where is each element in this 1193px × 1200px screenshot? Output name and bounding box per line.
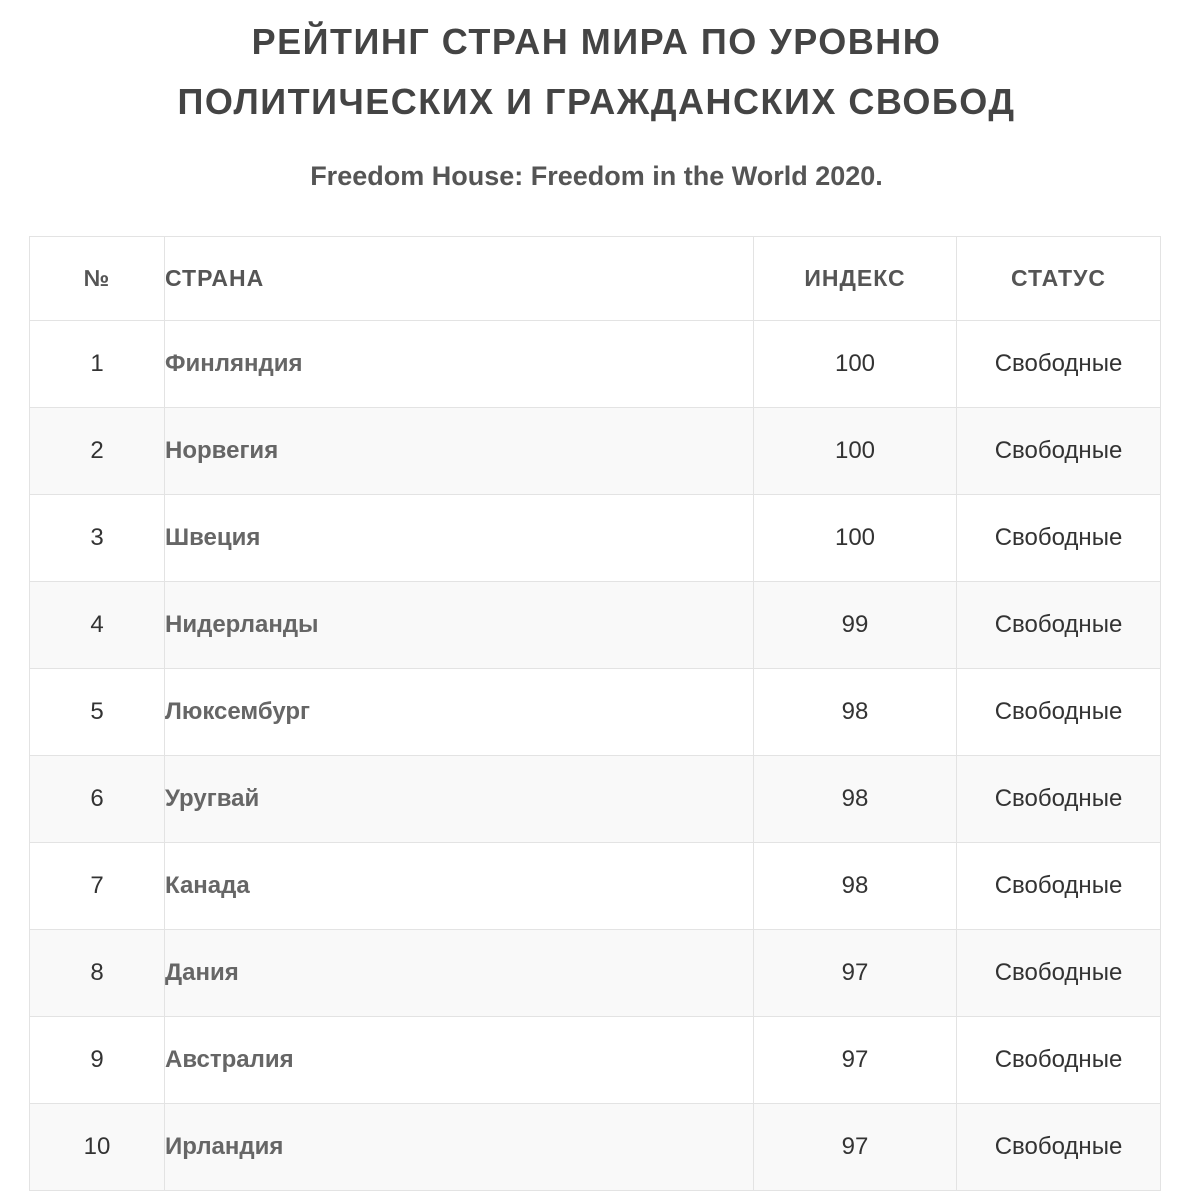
table-header: [30, 237, 1161, 321]
table-header-row: [30, 237, 1161, 321]
cell-country: Люксембург: [165, 669, 754, 756]
column-header-index: ИНДЕКС: [754, 237, 957, 321]
table-row: [30, 1104, 1161, 1191]
table-row: [30, 930, 1161, 1017]
cell-status: Свободные: [957, 321, 1161, 408]
table-row: [30, 756, 1161, 843]
cell-country: Канада: [165, 843, 754, 930]
column-header-status: СТАТУС: [957, 237, 1161, 321]
cell-index: 98: [754, 843, 957, 930]
cell-country: Нидерланды: [165, 582, 754, 669]
cell-index: 97: [754, 930, 957, 1017]
cell-num: 8: [30, 930, 165, 1017]
page-title-line-2: ПОЛИТИЧЕСКИХ И ГРАЖДАНСКИХ СВОБОД: [177, 81, 1016, 122]
cell-status: Свободные: [957, 930, 1161, 1017]
cell-index: 99: [754, 582, 957, 669]
cell-country: Дания: [165, 930, 754, 1017]
column-header-num: №: [30, 237, 165, 321]
cell-num: 6: [30, 756, 165, 843]
cell-index: 98: [754, 756, 957, 843]
cell-country: Австралия: [165, 1017, 754, 1104]
cell-num: 5: [30, 669, 165, 756]
cell-num: 4: [30, 582, 165, 669]
cell-country: Швеция: [165, 495, 754, 582]
cell-status: Свободные: [957, 1104, 1161, 1191]
table-row: [30, 1017, 1161, 1104]
page-subtitle: Freedom House: Freedom in the World 2020.: [310, 161, 883, 191]
table-row: [30, 321, 1161, 408]
cell-index: 98: [754, 669, 957, 756]
cell-status: Свободные: [957, 843, 1161, 930]
cell-num: 9: [30, 1017, 165, 1104]
table-row: [30, 582, 1161, 669]
cell-country: Финляндия: [165, 321, 754, 408]
cell-status: Свободные: [957, 408, 1161, 495]
page-title-line-1: РЕЙТИНГ СТРАН МИРА ПО УРОВНЮ: [251, 21, 942, 62]
cell-status: Свободные: [957, 1017, 1161, 1104]
table-row: [30, 843, 1161, 930]
table-body: [30, 321, 1161, 1191]
cell-index: 100: [754, 408, 957, 495]
cell-status: Свободные: [957, 582, 1161, 669]
cell-num: 3: [30, 495, 165, 582]
page-title: [0, 12, 1193, 132]
cell-index: 97: [754, 1017, 957, 1104]
cell-num: 1: [30, 321, 165, 408]
cell-num: 10: [30, 1104, 165, 1191]
cell-country: Уругвай: [165, 756, 754, 843]
table-row: [30, 495, 1161, 582]
column-header-country: СТРАНА: [165, 237, 754, 321]
cell-country: Ирландия: [165, 1104, 754, 1191]
rating-table: [29, 236, 1161, 1191]
cell-index: 100: [754, 495, 957, 582]
cell-index: 100: [754, 321, 957, 408]
cell-num: 2: [30, 408, 165, 495]
cell-country: Норвегия: [165, 408, 754, 495]
cell-status: Свободные: [957, 669, 1161, 756]
table-row: [30, 408, 1161, 495]
cell-index: 97: [754, 1104, 957, 1191]
table-row: [30, 669, 1161, 756]
cell-status: Свободные: [957, 756, 1161, 843]
cell-status: Свободные: [957, 495, 1161, 582]
cell-num: 7: [30, 843, 165, 930]
